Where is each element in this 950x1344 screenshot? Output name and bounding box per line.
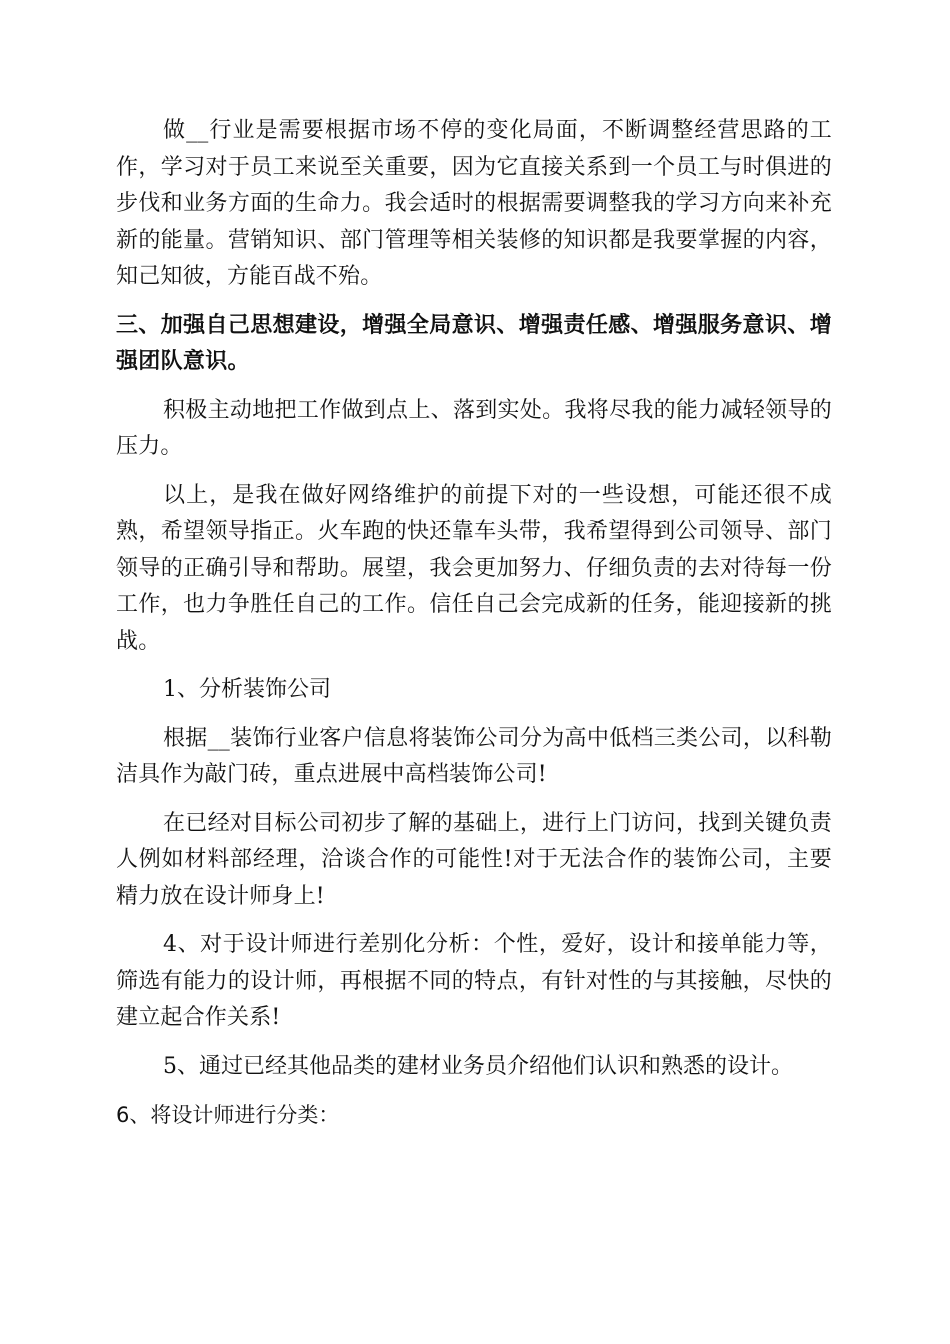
paragraph-learning: 做__行业是需要根据市场不停的变化局面，不断调整经营思路的工作，学习对于员工来说至关重要，因为它直接关系到一个员工与时俱进的步伐和业务方面的生命力。我会适时的根据需要调整我的学习方向来补充新的能量。营销知识、部门管理等相关装修的知识都是我要掌握的内容，知己知彼，方能百战不殆。 xyxy=(116,118,832,289)
list-item-5: 5、通过已经其他品类的建材业务员介绍他们认识和熟悉的设计。 xyxy=(163,1053,793,1079)
paragraph-proactive: 积极主动地把工作做到点上、落到实处。我将尽我的能力减轻领导的压力。 xyxy=(116,397,832,459)
paragraph-classify-companies: 根据__装饰行业客户信息将装饰公司分为高中低档三类公司，以科勒洁具作为敲门砖，重点进展中高档装饰公司! xyxy=(116,725,832,787)
paragraph-visit: 在已经对目标公司初步了解的基础上，进行上门访问，找到关键负责人例如材料部经理，洽谈合作的可能性!对于无法合作的装饰公司，主要精力放在设计师身上! xyxy=(116,810,832,909)
list-item-6: 6、将设计师进行分类： xyxy=(116,1103,340,1127)
paragraph-summary: 以上，是我在做好网络维护的前提下对的一些设想，可能还很不成熟，希望领导指正。火车跑的快还靠车头带，我希望得到公司领导、部门领导的正确引导和帮助。展望，我会更加努力、仔细负责的去对待每一份工作，也力争胜任自己的工作。信任自己会完成新的任务，能迎接新的挑战。 xyxy=(116,482,832,654)
document-page xyxy=(116,113,832,1134)
list-item-1: 1、分析装饰公司 xyxy=(163,677,331,702)
section-heading-three: 三、加强自己思想建设，增强全局意识、增强责任感、增强服务意识、增强团队意识。 xyxy=(116,312,832,374)
list-item-4: 4、对于设计师进行差别化分析：个性，爱好，设计和接单能力等，筛选有能力的设计师，再根据不同的特点，有针对性的与其接触，尽快的建立起合作关系! xyxy=(116,932,832,1030)
